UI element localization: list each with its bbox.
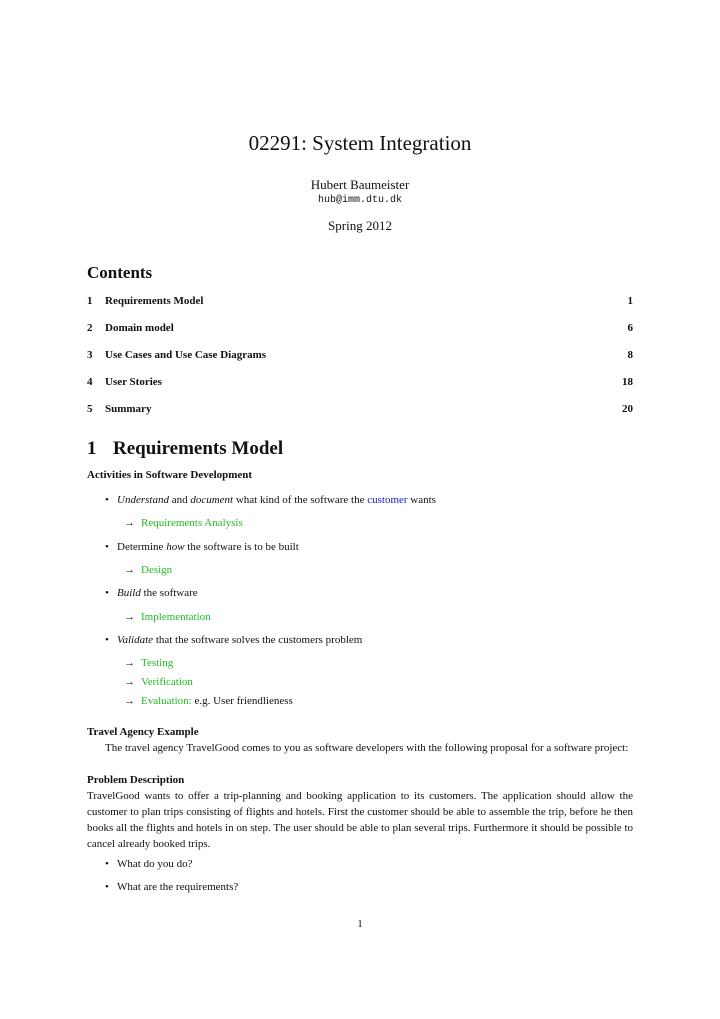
emphasis: document bbox=[190, 494, 234, 506]
toc-entry-number: 3 bbox=[87, 349, 93, 361]
document-page bbox=[87, 0, 633, 1019]
section-title: Requirements Model bbox=[113, 438, 284, 459]
arrow-item bbox=[124, 611, 211, 623]
toc-entry-page: 6 bbox=[627, 322, 633, 334]
toc-entry-label: Use Cases and Use Case Diagrams bbox=[105, 349, 267, 361]
toc-entry[interactable] bbox=[87, 349, 633, 365]
toc-entry[interactable] bbox=[87, 322, 633, 338]
toc-entry[interactable] bbox=[87, 376, 633, 392]
toc-entry-label: User Stories bbox=[105, 376, 162, 388]
right-arrow-icon: → bbox=[124, 657, 135, 669]
problem-heading: Problem Description bbox=[87, 774, 185, 786]
travel-heading: Travel Agency Example bbox=[87, 726, 199, 738]
contents-heading: Contents bbox=[87, 263, 153, 282]
bullet-icon: • bbox=[105, 587, 109, 599]
text: that the software solves the customers problem bbox=[155, 634, 363, 646]
question-text: What do you do? bbox=[117, 858, 193, 870]
text: and bbox=[171, 494, 188, 506]
toc-entry-number: 1 bbox=[87, 295, 93, 307]
emphasis: how bbox=[166, 541, 185, 553]
emphasis: Build bbox=[117, 587, 141, 599]
text: wants bbox=[410, 494, 436, 506]
document-title: 02291: System Integration bbox=[248, 131, 472, 155]
toc-entry[interactable] bbox=[87, 295, 633, 311]
toc-entry-number: 4 bbox=[87, 376, 93, 388]
question-text: What are the requirements? bbox=[117, 881, 239, 893]
toc-entry-label: Domain model bbox=[105, 322, 174, 334]
emphasis: Validate bbox=[117, 634, 154, 646]
term-label: Implementation bbox=[141, 611, 211, 623]
bullet-icon: • bbox=[105, 494, 109, 506]
section-heading bbox=[87, 438, 283, 460]
right-arrow-icon: → bbox=[124, 564, 135, 576]
bullet-icon: • bbox=[105, 881, 109, 893]
author-name: Hubert Baumeister bbox=[310, 177, 410, 192]
toc-entry-number: 5 bbox=[87, 403, 93, 415]
arrow-item bbox=[124, 517, 243, 529]
problem-paragraph: TravelGood wants to offer a trip-planning and booking application to its customers. The application should allow the customer to plan trips consisting of flights and hotels. First the customer should be able to assemble the trip, before he then books all the flights and hotels in on step. The user should be able to plan several trips. Furthermore it should be possible to cancel already booked trips. bbox=[87, 790, 633, 850]
document-date: Spring 2012 bbox=[328, 218, 392, 233]
text: e.g. User friendlieness bbox=[194, 695, 293, 707]
bullet-icon: • bbox=[105, 634, 109, 646]
toc-entry[interactable] bbox=[87, 403, 633, 419]
toc-entry-page: 8 bbox=[627, 349, 633, 361]
travel-paragraph: The travel agency TravelGood comes to you as software developers with the following proposal for a software project: bbox=[105, 742, 629, 754]
term-label: Design bbox=[141, 564, 173, 576]
toc-entry-page: 18 bbox=[622, 376, 633, 388]
text: the software is to be built bbox=[187, 541, 299, 553]
bullet-icon: • bbox=[105, 858, 109, 870]
arrow-item bbox=[124, 657, 173, 669]
toc-entry-label: Summary bbox=[105, 403, 152, 415]
right-arrow-icon: → bbox=[124, 611, 135, 623]
arrow-item bbox=[124, 564, 172, 576]
term-label: Verification bbox=[141, 676, 193, 688]
text: the software bbox=[143, 587, 198, 599]
customer-link[interactable]: customer bbox=[367, 494, 408, 506]
right-arrow-icon: → bbox=[124, 517, 135, 529]
right-arrow-icon: → bbox=[124, 676, 135, 688]
text: what kind of the software the bbox=[235, 494, 365, 506]
text: Determine bbox=[117, 541, 164, 553]
activities-heading: Activities in Software Development bbox=[87, 469, 253, 481]
bullet-icon: • bbox=[105, 541, 109, 553]
section-number: 1 bbox=[87, 438, 97, 459]
arrow-item bbox=[124, 676, 193, 688]
toc-entry-page: 20 bbox=[622, 403, 633, 415]
page-number: 1 bbox=[357, 918, 363, 930]
term-label: Evaluation: bbox=[141, 695, 192, 707]
toc-entry-label: Requirements Model bbox=[105, 295, 204, 307]
term-label: Testing bbox=[141, 657, 174, 669]
right-arrow-icon: → bbox=[124, 695, 135, 707]
term-label: Requirements Analysis bbox=[141, 517, 243, 529]
emphasis: Understand bbox=[117, 494, 169, 506]
arrow-item bbox=[124, 695, 293, 707]
author-email: hub@imm.dtu.dk bbox=[317, 195, 402, 206]
toc-entry-page: 1 bbox=[627, 295, 633, 307]
toc-entry-number: 2 bbox=[87, 322, 93, 334]
